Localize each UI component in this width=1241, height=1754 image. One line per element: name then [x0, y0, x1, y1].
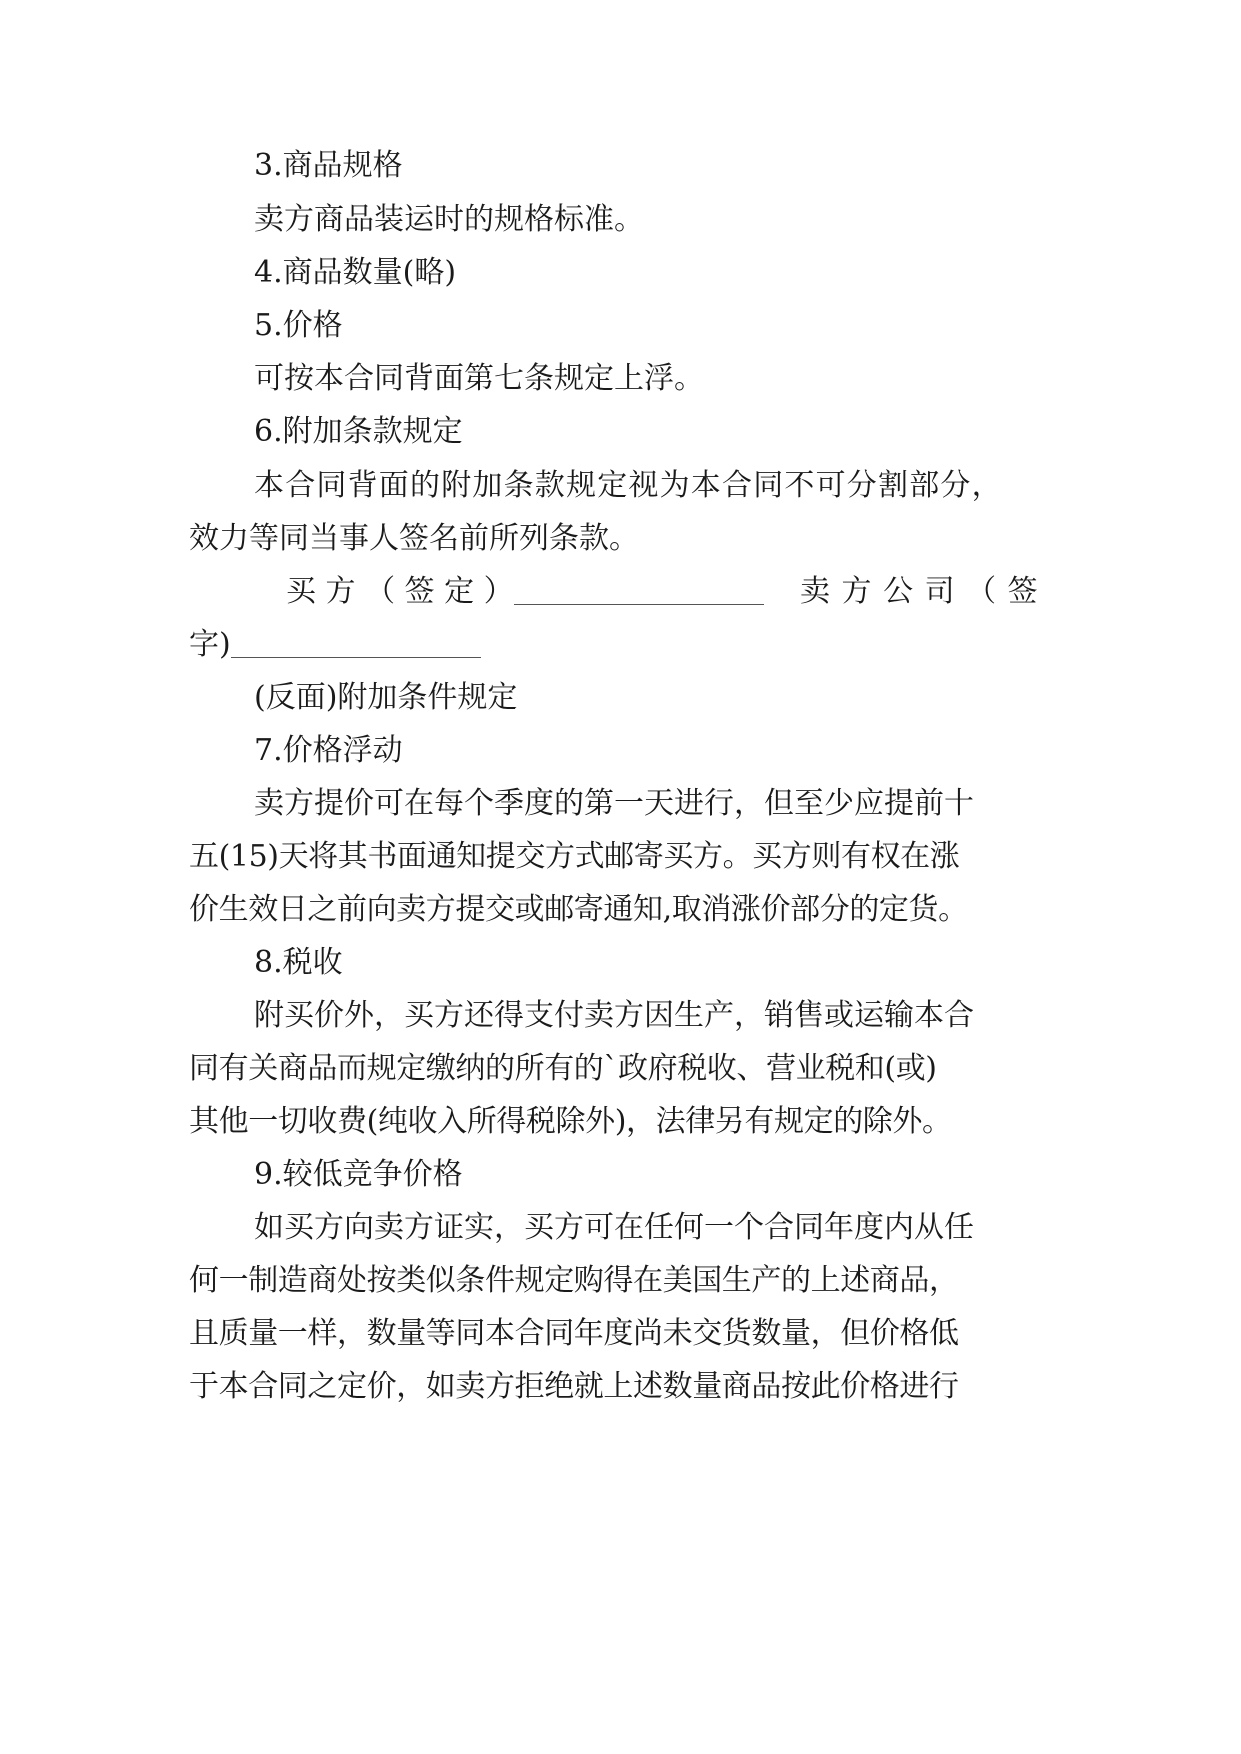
seller-sign-label-end: 字) — [189, 627, 231, 662]
paragraph-line: 其他一切收费(纯收入所得税除外)，法律另有规定的除外。 — [189, 1104, 952, 1139]
heading-8: 8.税收 — [254, 945, 343, 980]
paragraph-line: 附买价外，买方还得支付卖方因生产，销售或运输本合 — [254, 998, 974, 1033]
heading-3: 3.商品规格 — [254, 148, 403, 183]
signature-row-cont — [189, 625, 481, 665]
paragraph-line: 效力等同当事人签名前所列条款。 — [189, 521, 639, 556]
heading-5: 5.价格 — [254, 308, 343, 343]
paragraph-line: 价生效日之前向卖方提交或邮寄通知,取消涨价部分的定货。 — [189, 892, 968, 927]
paragraph-line: 卖方商品装运时的规格标准。 — [254, 202, 644, 237]
paragraph-line: 且质量一样，数量等同本合同年度尚未交货数量，但价格低 — [189, 1316, 959, 1351]
signature-row — [286, 572, 764, 612]
paragraph-line: 五(15)天将其书面通知提交方式邮寄买方。买方则有权在涨 — [189, 839, 960, 874]
heading-6: 6.附加条款规定 — [254, 414, 463, 449]
paragraph-line: 本合同背面的附加条款规定视为本合同不可分割部分， — [254, 468, 1003, 503]
paragraph-line: 可按本合同背面第七条规定上浮。 — [254, 361, 704, 396]
paragraph-line: 如买方向卖方证实，买方可在任何一个合同年度内从任 — [254, 1210, 974, 1245]
paragraph-line: 何一制造商处按类似条件规定购得在美国生产的上述商品， — [189, 1263, 959, 1298]
heading-7: 7.价格浮动 — [254, 733, 403, 768]
paragraph-line: 于本合同之定价，如卖方拒绝就上述数量商品按此价格进行 — [189, 1369, 959, 1404]
buyer-sign-label: 买 方 （ 签 定 ） — [286, 574, 514, 609]
seller-sign-blank — [231, 631, 481, 658]
paragraph-line: 同有关商品而规定缴纳的所有的`政府税收、营业税和(或) — [189, 1051, 937, 1086]
heading-9: 9.较低竞争价格 — [254, 1157, 463, 1192]
seller-sign-label: 卖 方 公 司 （ 签 — [800, 574, 1039, 609]
paragraph-line: 卖方提价可在每个季度的第一天进行，但至少应提前十 — [254, 786, 974, 821]
heading-4: 4.商品数量(略) — [254, 255, 457, 290]
buyer-sign-blank — [514, 578, 764, 605]
section-title: (反面)附加条件规定 — [254, 680, 518, 715]
